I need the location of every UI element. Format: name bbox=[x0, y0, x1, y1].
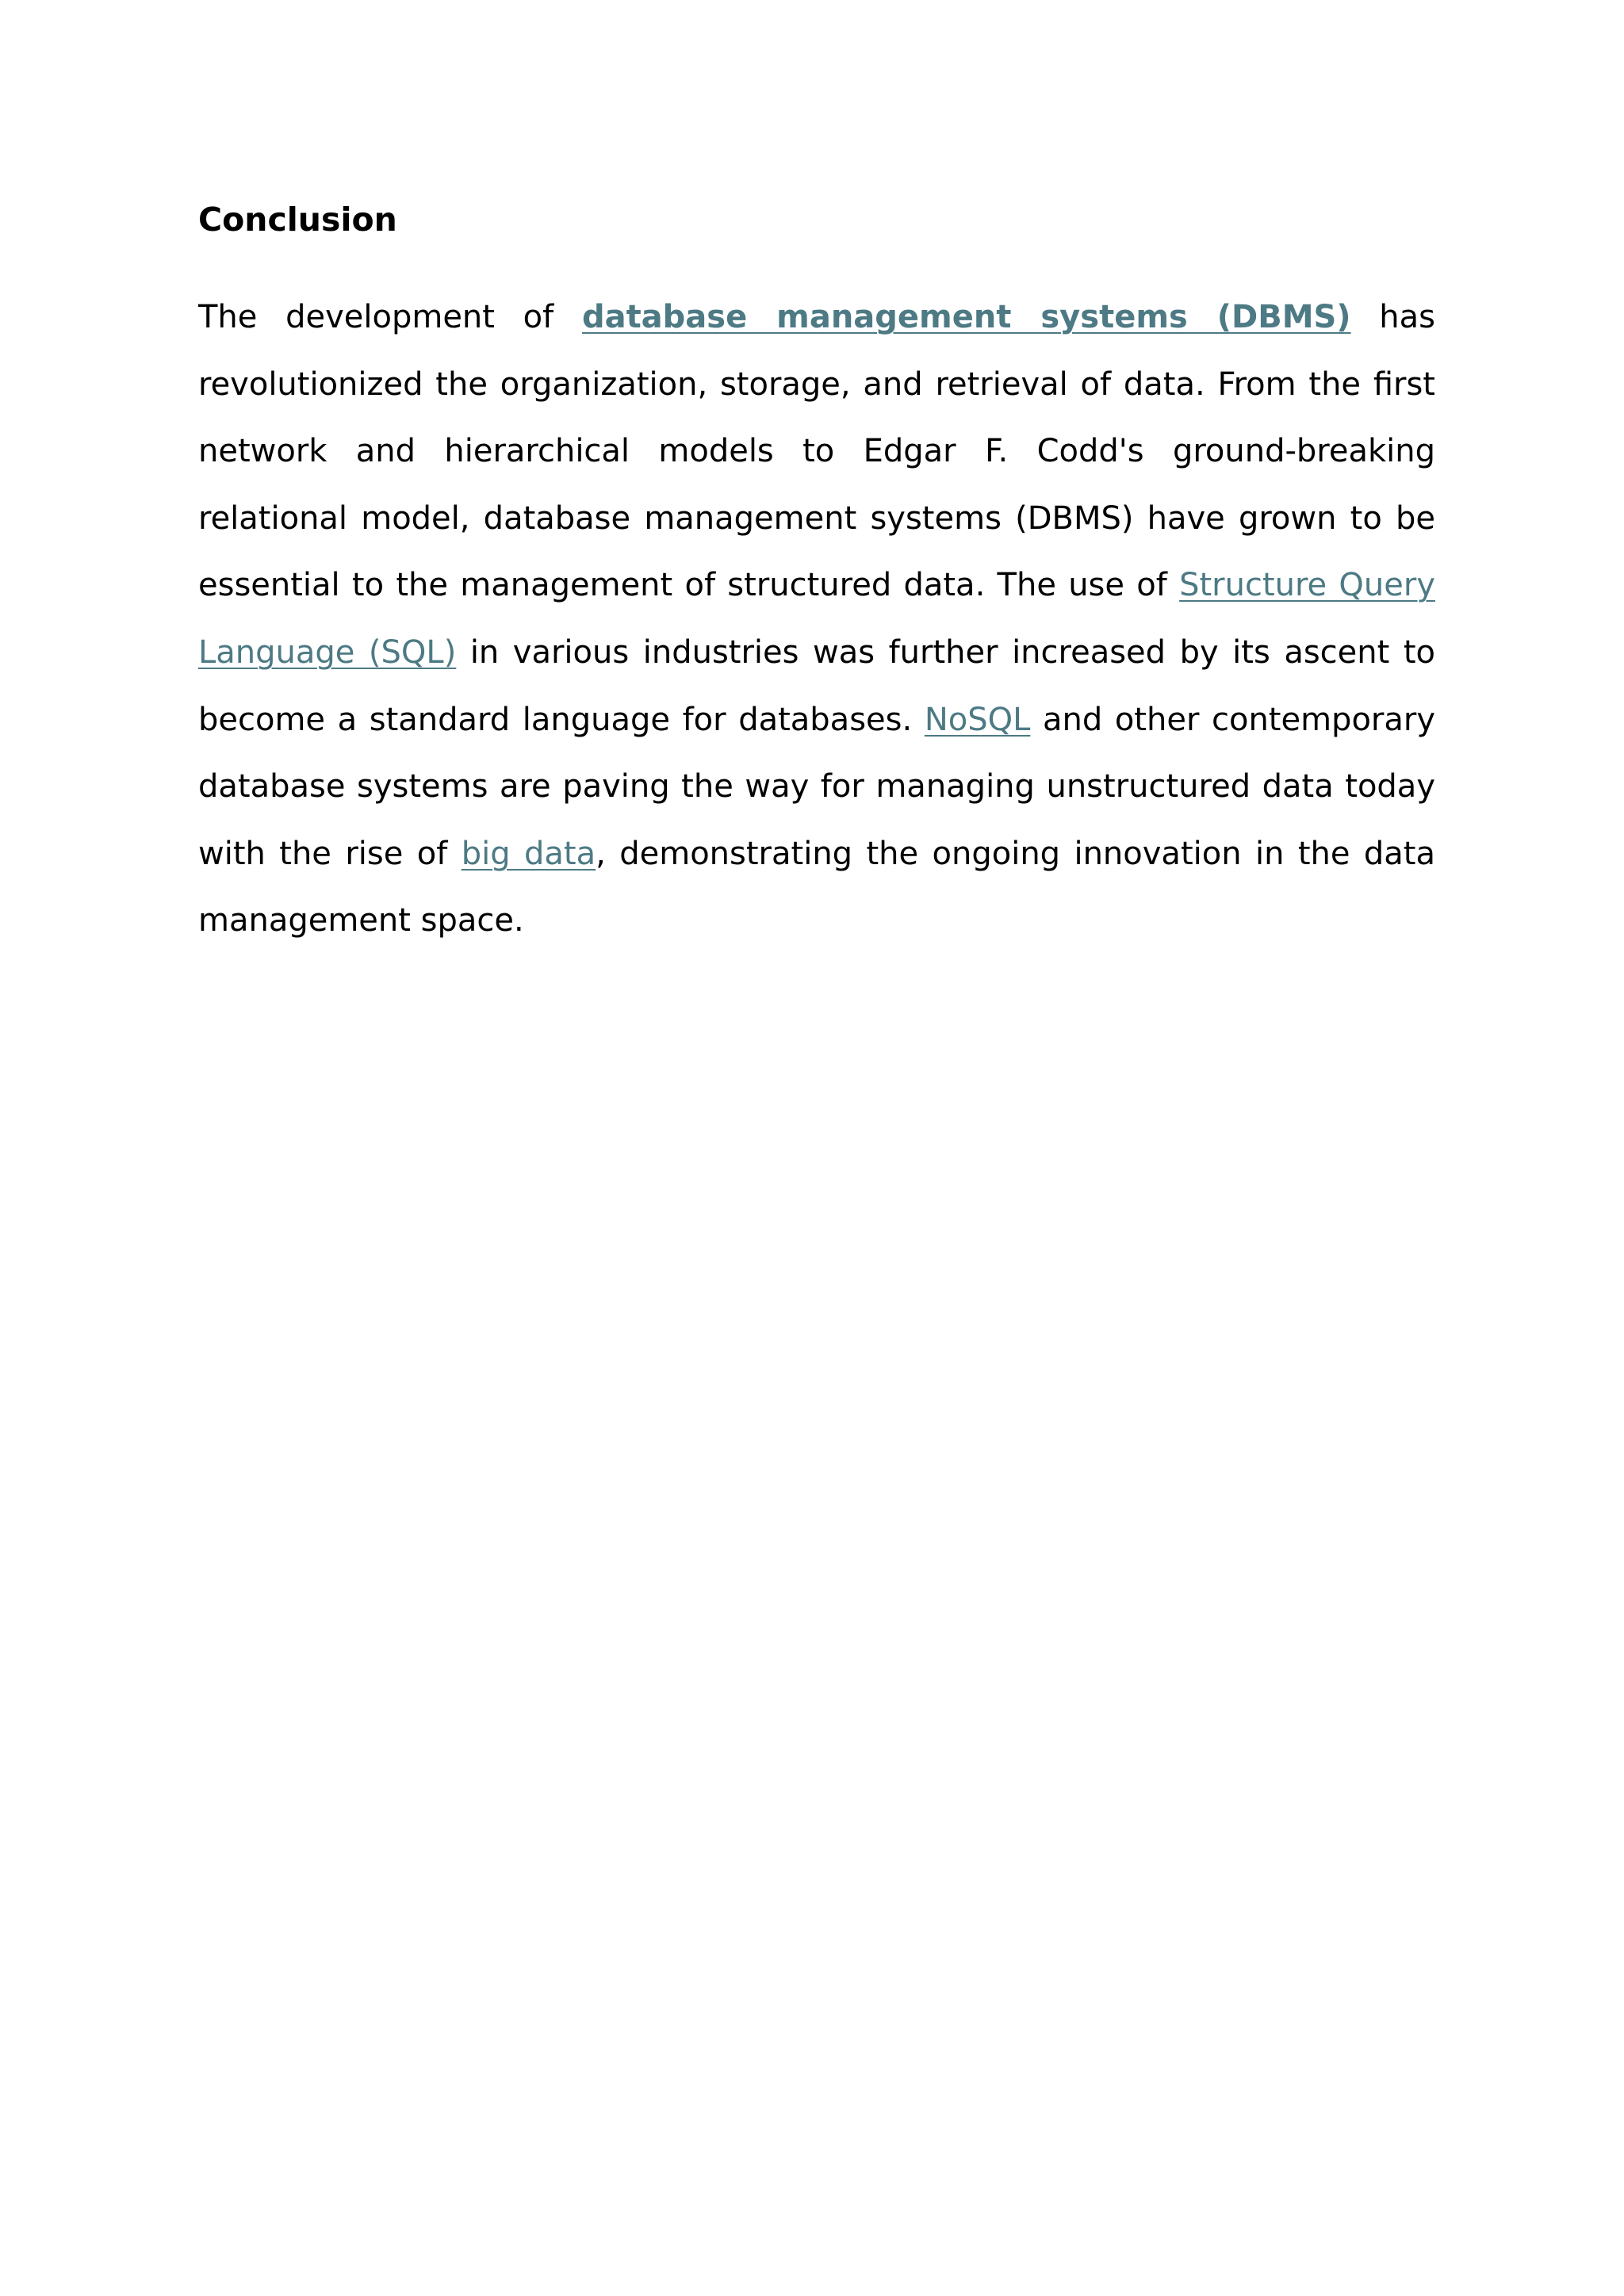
paragraph-text: , demonstrating the ongoing innovation in the data management space. bbox=[198, 835, 1435, 939]
paragraph-text: in various industries was further increased by its ascent to become a standard language for databases. bbox=[198, 633, 1435, 738]
paragraph-text: The development of bbox=[198, 299, 582, 335]
paragraph-text: has revolutionized the organization, storage, and retrieval of data. From the first network and hierarchical models to Edgar F. Codd's ground-breaking relational model, database management systems (DBMS) have grown to be essential to the management of structured data. The use of bbox=[198, 299, 1436, 604]
sql-link[interactable]: Structure Query Language (SQL) bbox=[198, 567, 1435, 671]
dbms-link[interactable]: database management systems (DBMS) bbox=[581, 299, 1351, 335]
conclusion-paragraph bbox=[198, 284, 1435, 955]
document-page bbox=[198, 0, 1435, 2296]
big-data-link[interactable]: big data bbox=[461, 835, 596, 872]
paragraph-text: and other contemporary database systems are paving the way for managing unstructured data today with the rise of bbox=[198, 701, 1435, 872]
section-heading: Conclusion bbox=[198, 201, 397, 239]
nosql-link[interactable]: NoSQL bbox=[924, 701, 1031, 738]
